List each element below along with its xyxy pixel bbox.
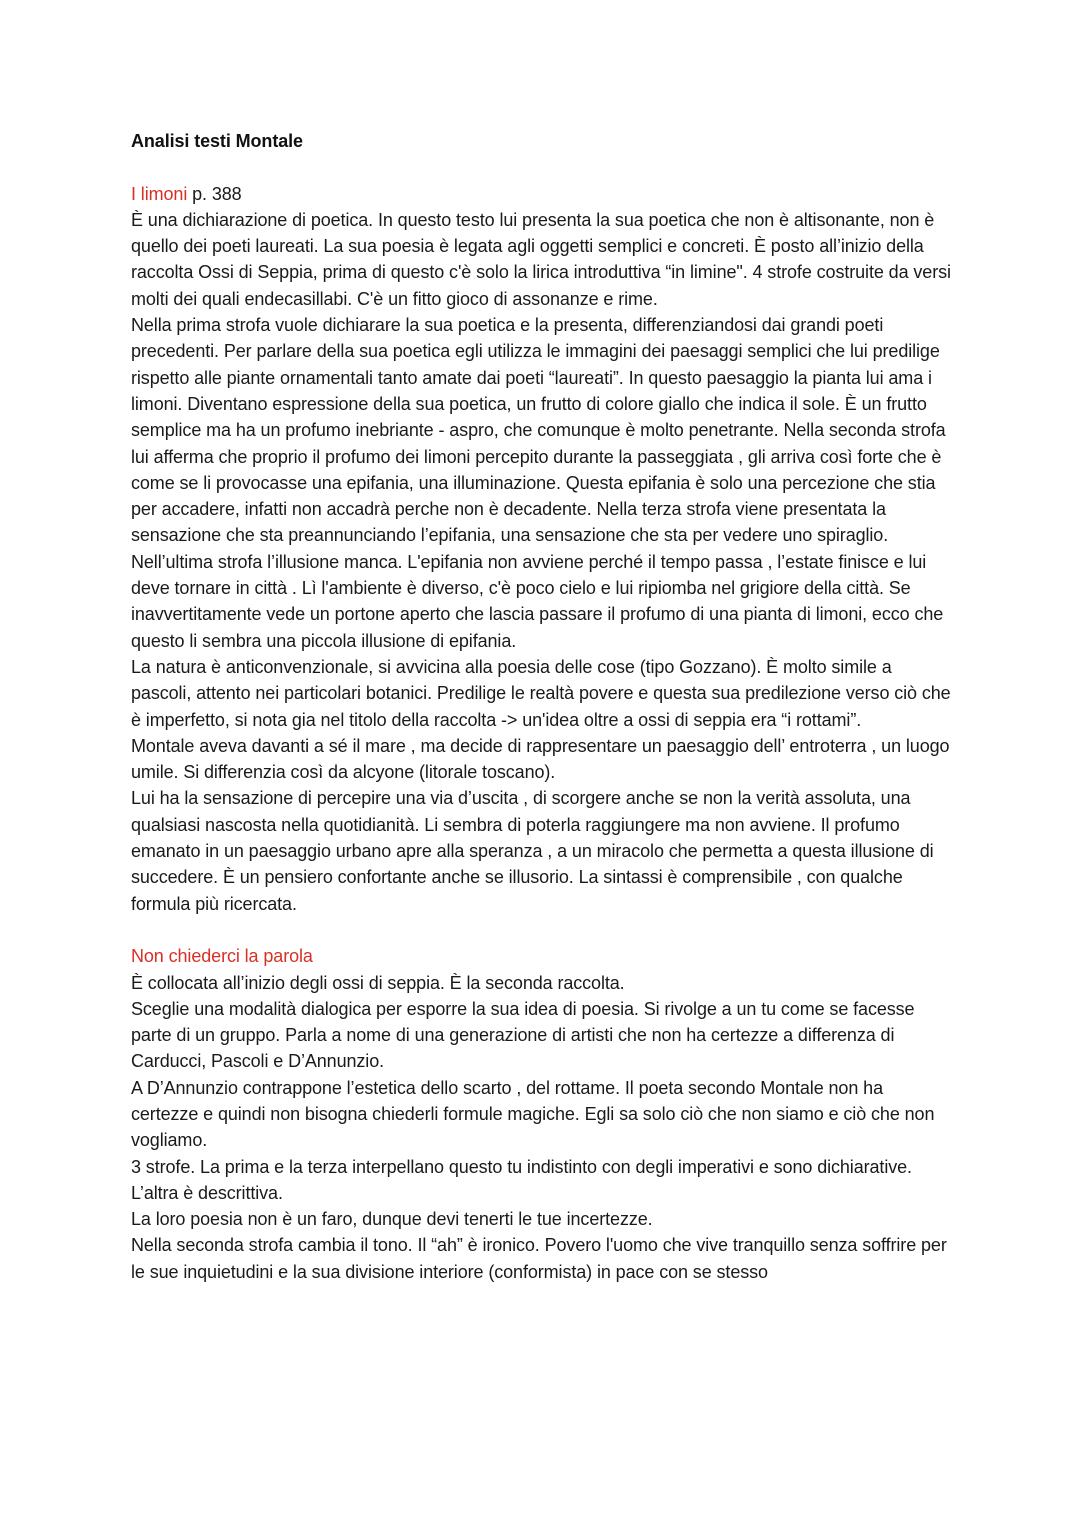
page-reference: p. 388 <box>187 183 242 204</box>
paragraph: È collocata all’inizio degli ossi di seppia. È la seconda raccolta. <box>131 972 625 993</box>
spacer <box>131 917 951 943</box>
section-i-limoni <box>131 181 951 917</box>
paragraph: La loro poesia non è un faro, dunque devi tenerti le tue incertezze. <box>131 1209 653 1230</box>
document-page <box>131 128 951 1285</box>
spacer <box>131 154 951 180</box>
paragraph: Montale aveva davanti a sé il mare , ma decide di rappresentare un paesaggio dell’ entroterra , un luogo umile. Si differenzia così da alcyone (litorale toscano). <box>131 735 950 783</box>
section-non-chiederci-la-parola <box>131 943 951 1285</box>
paragraph: Nella seconda strofa cambia il tono. Il “ah” è ironico. Povero l'uomo che vive tranquillo senza soffrire per le sue inquietudini e la sua divisione interiore (conformista) in pace con se stesso <box>131 1235 947 1282</box>
paragraph: Sceglie una modalità dialogica per esporre la sua idea di poesia. Si rivolge a un tu come se facesse parte di un gruppo. Parla a nome di una generazione di artisti che non ha certezze a differenza di Carducci, Pascoli e D’Annunzio. <box>131 998 915 1072</box>
paragraph: A D’Annunzio contrappone l’estetica dello scarto , del rottame. Il poeta secondo Montale non ha certezze e quindi non bisogna chiederli formule magiche. Egli sa solo ciò che non siamo e ciò che non vogliamo. <box>131 1077 935 1151</box>
paragraph: Nella prima strofa vuole dichiarare la sua poetica e la presenta, differenziandosi dai grandi poeti precedenti. Per parlare della sua poetica egli utilizza le immagini dei paesaggi semplici che lui predilige rispetto alle piante ornamentali tanto amate dai poeti “laureati”. In questo paesaggio la pianta lui ama i limoni. Diventano espressione della sua poetica, un frutto di colore giallo che indica il sole. È un frutto semplice ma ha un profumo inebriante - aspro, che comunque è molto penetrante. Nella seconda strofa lui afferma che proprio il profumo dei limoni percepito durante la passeggiata , gli arriva così forte che è come se li provocasse una epifania, una illuminazione. Questa epifania è solo una percezione che stia per accadere, infatti non accadrà perche non è decadente. Nella terza strofa viene presentata la sensazione che sta preannunciando l’epifania, una sensazione che sta per vedere uno spiraglio. Nell’ultima strofa l’illusione manca. L'epifania non avviene perché il tempo passa , l’estate finisce e lui deve tornare in città . Lì l'ambiente è diverso, c'è poco cielo e lui ripiomba nel grigiore della città. Se inavvertitamente vede un portone aperto che lascia passare il profumo di una pianta di limoni, ecco che questo li sembra una piccola illusione di epifania. <box>131 315 946 651</box>
section-heading <box>131 943 951 969</box>
paragraph: Lui ha la sensazione di percepire una via d’uscita , di scorgere anche se non la verità assoluta, una qualsiasi nascosta nella quotidianità. Li sembra di poterla raggiungere ma non avviene. Il profumo emanato in un paesaggio urbano apre alla speranza , a un miracolo che permetta a questa illusione di succedere. È un pensiero confortante anche se illusorio. La sintassi è comprensibile , con qualche formula più ricercata. <box>131 788 934 914</box>
paragraph: È una dichiarazione di poetica. In questo testo lui presenta la sua poetica che non è altisonante, non è quello dei poeti laureati. La sua poesia è legata agli oggetti semplici e concreti. È posto all’inizio della raccolta Ossi di Seppia, prima di questo c'è solo la lirica introduttiva “in limine". 4 strofe costruite da versi molti dei quali endecasillabi. C'è un fitto gioco di assonanze e rime. <box>131 209 951 309</box>
section-title: Non chiederci la parola <box>131 946 313 967</box>
section-heading <box>131 181 951 207</box>
paragraph: La natura è anticonvenzionale, si avvicina alla poesia delle cose (tipo Gozzano). È molto simile a pascoli, attento nei particolari botanici. Predilige le realtà povere e questa sua predilezione verso ciò che è imperfetto, si nota gia nel titolo della raccolta -> un'idea oltre a ossi di seppia era “i rottami”. <box>131 656 951 730</box>
paragraph: 3 strofe. La prima e la terza interpellano questo tu indistinto con degli imperativi e sono dichiarative. L’altra è descrittiva. <box>131 1156 912 1203</box>
section-title: I limoni <box>131 183 188 204</box>
document-title: Analisi testi Montale <box>131 131 303 151</box>
